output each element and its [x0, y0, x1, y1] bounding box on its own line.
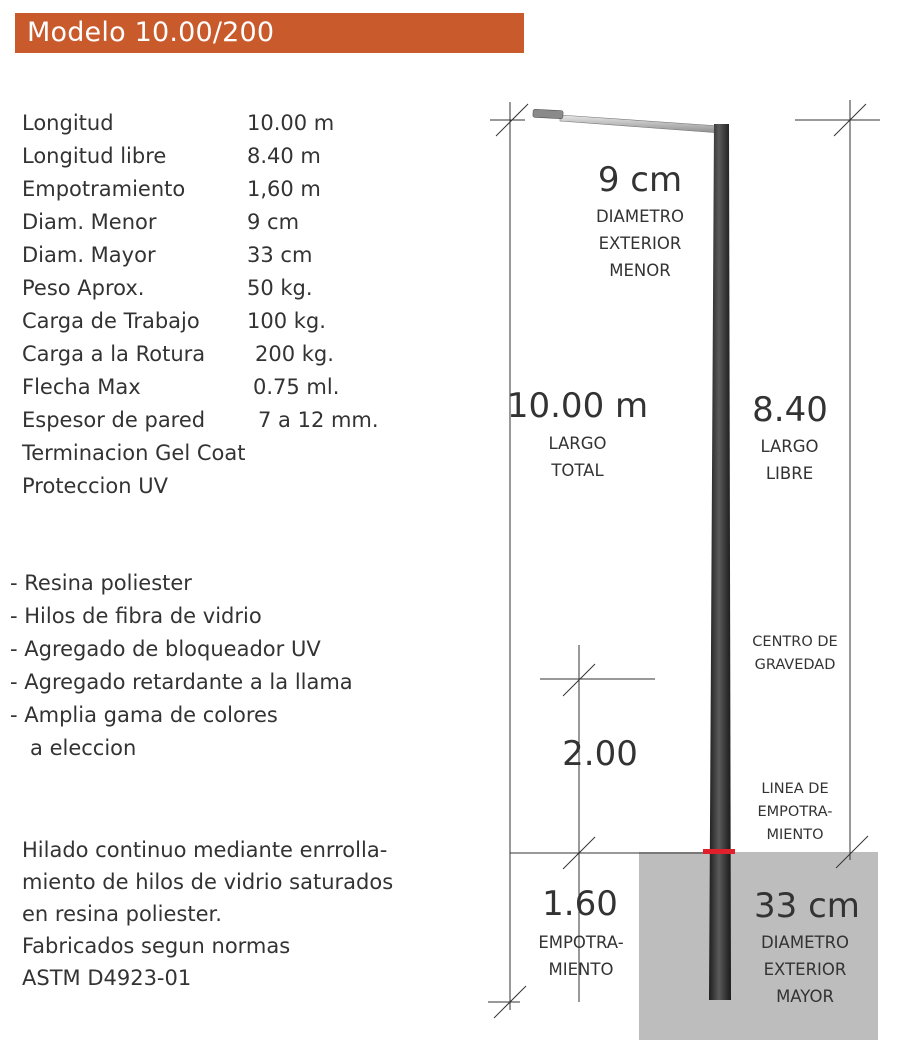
- spec-label: Longitud libre: [22, 144, 167, 168]
- page-title: Modelo 10.00/200: [27, 17, 275, 48]
- spec-label: Proteccion UV: [22, 474, 168, 498]
- spec-label: Espesor de pared: [22, 408, 206, 432]
- feature-item: - Agregado retardante a la llama: [10, 670, 353, 694]
- spec-label: Empotramiento: [22, 177, 186, 201]
- lamp-head: [533, 109, 563, 119]
- spec-label: Carga a la Rotura: [22, 342, 206, 366]
- center-gravity-label: CENTRO DE: [752, 634, 838, 650]
- spec-value: 8.40 m: [247, 144, 321, 168]
- total-length-label: TOTAL: [551, 461, 604, 480]
- spec-value: 9 cm: [247, 210, 300, 234]
- free-length-value: 8.40: [752, 390, 828, 430]
- feature-item: a eleccion: [10, 736, 137, 760]
- spec-label: Peso Aprox.: [22, 276, 145, 300]
- description-line: ASTM D4923-01: [22, 966, 192, 990]
- base-diameter-label: EXTERIOR: [763, 960, 847, 979]
- embedment-value: 1.60: [542, 884, 618, 924]
- spec-value: 50 kg.: [247, 276, 313, 300]
- spec-value: 7 a 12 mm.: [258, 408, 379, 432]
- base-diameter-label: MAYOR: [776, 987, 834, 1006]
- feature-item: - Resina poliester: [10, 571, 192, 595]
- description-line: miento de hilos de vidrio saturados: [22, 870, 394, 894]
- total-length-label: LARGO: [548, 434, 607, 453]
- embed-line-label: EMPOTRA-: [757, 804, 833, 820]
- top-diameter-value: 9 cm: [597, 160, 683, 200]
- spec-value: 33 cm: [247, 243, 313, 267]
- spec-label: Diam. Menor: [22, 210, 157, 234]
- embed-mark: [703, 849, 735, 854]
- top-diameter-label: EXTERIOR: [598, 234, 682, 253]
- spec-value: 200 kg.: [255, 342, 334, 366]
- total-length-value: 10.00 m: [506, 386, 649, 426]
- free-length-label: LARGO: [760, 437, 819, 456]
- spec-value: 100 kg.: [247, 309, 326, 333]
- description-line: en resina poliester.: [22, 902, 222, 926]
- spec-label: Longitud: [22, 111, 114, 135]
- spec-label: Diam. Mayor: [22, 243, 156, 267]
- description-line: Fabricados segun normas: [22, 934, 291, 958]
- cg-height-value: 2.00: [562, 734, 638, 774]
- embedment-label: EMPOTRA-: [538, 933, 624, 952]
- feature-item: - Hilos de fibra de vidrio: [10, 604, 262, 628]
- spec-value: 0.75 ml.: [253, 375, 340, 399]
- base-diameter-value: 33 cm: [754, 886, 860, 926]
- embed-line-label: LINEA DE: [761, 781, 829, 797]
- free-length-label: LIBRE: [765, 464, 814, 483]
- spec-value: 1,60 m: [247, 177, 321, 201]
- top-diameter-label: DIAMETRO: [595, 207, 685, 226]
- top-diameter-label: MENOR: [609, 261, 671, 280]
- base-diameter-label: DIAMETRO: [760, 933, 850, 952]
- spec-value: 10.00 m: [247, 111, 335, 135]
- embed-line-label: MIENTO: [766, 827, 824, 843]
- lamp-arm: [560, 115, 728, 134]
- spec-label: Carga de Trabajo: [22, 309, 200, 333]
- embedment-label: MIENTO: [548, 960, 614, 979]
- spec-label: Flecha Max: [22, 375, 141, 399]
- center-gravity-label: GRAVEDAD: [754, 657, 836, 673]
- feature-item: - Amplia gama de colores: [10, 703, 278, 727]
- spec-label: Terminacion Gel Coat: [22, 441, 246, 465]
- description-line: Hilado continuo mediante enrrolla-: [22, 838, 388, 862]
- feature-item: - Agregado de bloqueador UV: [10, 637, 321, 661]
